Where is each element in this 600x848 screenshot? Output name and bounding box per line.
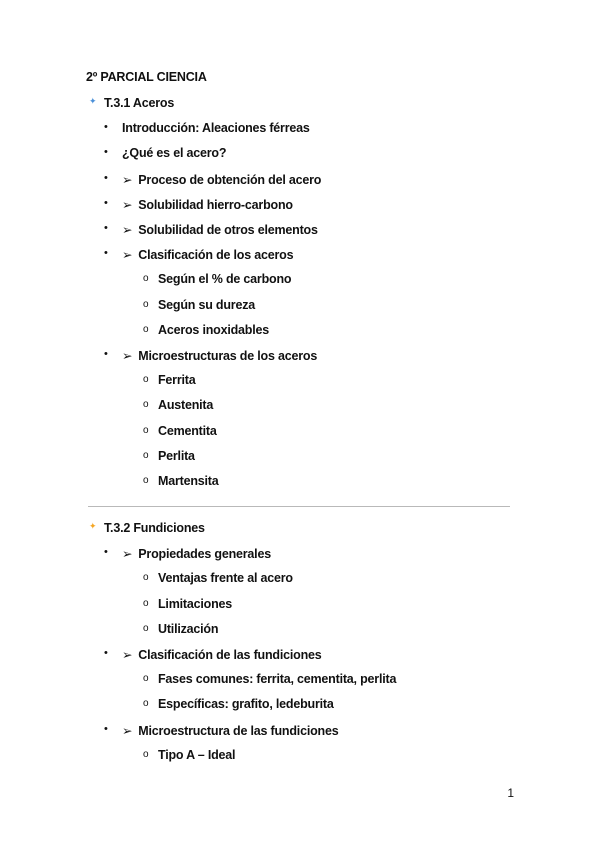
circle-bullet-icon: o — [143, 298, 149, 310]
arrow-bullet-icon: ➢ — [122, 547, 133, 562]
arrow-bullet-icon: ➢ — [122, 248, 133, 263]
arrow-bullet-icon: ➢ — [122, 723, 133, 738]
circle-bullet-icon: o — [143, 374, 149, 386]
outline-text: Clasificación de los aceros — [138, 248, 294, 263]
outline-subitem — [143, 697, 334, 712]
circle-bullet-icon: o — [143, 597, 149, 609]
outline-subitem — [143, 474, 219, 488]
outline-subitem — [143, 596, 233, 611]
bullet-icon: • — [104, 196, 108, 209]
outline-subitem — [143, 322, 270, 337]
outline-text: Cementita — [158, 423, 217, 438]
bullet-icon: • — [104, 546, 108, 559]
outline-text: Solubilidad de otros elementos — [138, 223, 318, 237]
outline-text: Según el % de carbono — [158, 272, 292, 287]
bullet-icon: • — [104, 222, 108, 234]
four-point-star-icon: ✦ — [89, 521, 97, 531]
circle-bullet-icon: o — [143, 673, 149, 685]
section-heading — [89, 96, 175, 110]
circle-bullet-icon: o — [143, 475, 149, 486]
outline-text: Proceso de obtención del acero — [138, 172, 322, 187]
outline-text: Ferrita — [158, 373, 196, 388]
circle-bullet-icon: o — [143, 273, 149, 285]
outline-text: Utilización — [158, 621, 219, 636]
circle-bullet-icon: o — [143, 698, 149, 710]
outline-subitem — [143, 747, 236, 762]
outline-text: Microestructura de las fundiciones — [138, 723, 339, 738]
circle-bullet-icon: o — [143, 748, 149, 760]
circle-bullet-icon: o — [143, 449, 149, 461]
bullet-icon: • — [104, 722, 108, 735]
section-heading — [89, 521, 205, 535]
outline-subitem — [143, 398, 214, 413]
circle-bullet-icon: o — [143, 622, 149, 634]
outline-text: Ventajas frente al acero — [158, 571, 293, 586]
bullet-icon: • — [104, 121, 108, 134]
outline-item — [104, 647, 322, 662]
outline-subitem — [143, 423, 217, 438]
page-number: 1 — [507, 786, 514, 800]
outline-subitem — [143, 448, 195, 463]
circle-bullet-icon: o — [143, 323, 149, 335]
outline-subitem — [143, 272, 292, 287]
four-point-star-icon: ✦ — [89, 96, 97, 106]
outline-item — [104, 222, 318, 237]
arrow-bullet-icon: ➢ — [122, 197, 133, 212]
circle-bullet-icon: o — [143, 399, 149, 411]
outline-subitem — [143, 373, 196, 388]
outline-item — [104, 722, 339, 738]
outline-text: Austenita — [158, 398, 214, 413]
outline-text: Perlita — [158, 448, 195, 463]
bullet-icon: • — [104, 647, 108, 659]
outline-text: Aceros inoxidables — [158, 322, 270, 337]
outline-subitem — [143, 621, 219, 636]
outline-subitem — [143, 297, 256, 312]
outline-item — [104, 196, 293, 212]
outline-text: Específicas: grafito, ledeburita — [158, 697, 334, 712]
outline-text: Fases comunes: ferrita, cementita, perlita — [158, 672, 397, 687]
bullet-icon: • — [104, 146, 108, 159]
outline-text: Martensita — [158, 474, 219, 488]
outline-text: Microestructuras de los aceros — [138, 349, 318, 363]
outline-text: Tipo A – Ideal — [158, 747, 236, 762]
bullet-icon: • — [104, 247, 108, 260]
arrow-bullet-icon: ➢ — [122, 172, 133, 187]
outline-item — [104, 146, 227, 161]
outline-item — [104, 171, 322, 187]
outline-subitem — [143, 571, 293, 586]
bullet-icon: • — [104, 348, 108, 360]
arrow-bullet-icon: ➢ — [122, 223, 133, 237]
arrow-bullet-icon: ➢ — [122, 648, 133, 662]
outline-subitem — [143, 672, 397, 687]
outline-item — [104, 546, 271, 562]
outline-text: Propiedades generales — [138, 547, 271, 562]
outline-item — [104, 247, 294, 263]
outline-text: Solubilidad hierro-carbono — [138, 197, 293, 212]
outline-text: T.3.2 Fundiciones — [104, 521, 205, 535]
outline-text: T.3.1 Aceros — [104, 96, 175, 110]
outline-text: Limitaciones — [158, 596, 233, 611]
circle-bullet-icon: o — [143, 572, 149, 584]
bullet-icon: • — [104, 171, 108, 184]
arrow-bullet-icon: ➢ — [122, 349, 133, 363]
outline-text: Clasificación de las fundiciones — [138, 648, 322, 662]
section-divider — [88, 506, 510, 507]
outline-text: Según su dureza — [158, 297, 256, 312]
outline-text: Introducción: Aleaciones férreas — [122, 121, 310, 136]
document-title: 2º PARCIAL CIENCIA — [86, 70, 207, 84]
outline-item — [104, 348, 318, 363]
circle-bullet-icon: o — [143, 424, 149, 436]
outline-text: ¿Qué es el acero? — [122, 146, 227, 161]
outline-item — [104, 121, 310, 136]
